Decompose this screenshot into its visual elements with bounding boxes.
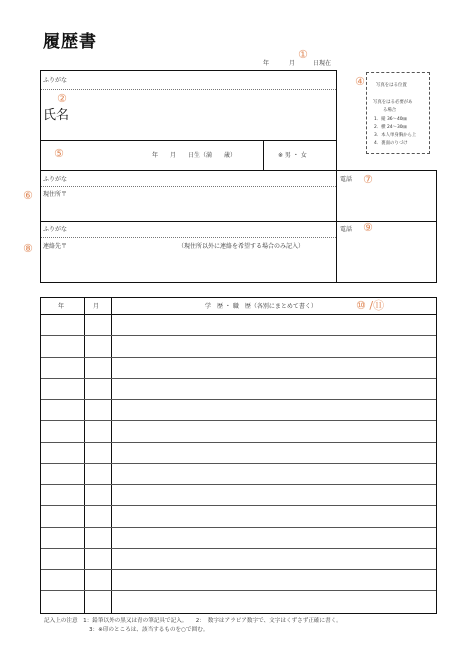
marker-1: ① — [298, 48, 308, 61]
address-phone-label: 電話 — [340, 176, 353, 183]
date-month-label: 月 — [289, 60, 296, 67]
date-year-label: 年 — [263, 60, 270, 67]
gender-divider — [263, 141, 264, 170]
table-row — [41, 505, 436, 506]
marker-7: ⑦ — [363, 173, 373, 186]
birth-date-line: 年 月 日生（満 歳） — [152, 152, 237, 159]
history-month-divider — [111, 298, 112, 613]
photo-title: 写真をはる位置 — [376, 83, 407, 88]
history-header-year: 年 — [58, 303, 65, 310]
history-header-month: 月 — [93, 303, 100, 310]
table-row — [41, 548, 436, 549]
table-row — [41, 314, 436, 315]
table-row — [41, 569, 436, 570]
phone-column-divider — [336, 171, 337, 282]
photo-item1: 1．縦 36〜40㎜ — [374, 117, 407, 122]
address-furigana-label: ふりがな — [43, 176, 68, 183]
marker-5: ⑤ — [54, 147, 64, 160]
history-table — [40, 297, 437, 614]
table-row — [41, 442, 436, 443]
marker-2: ② — [57, 92, 67, 105]
photo-item2: 2．横 24〜30㎜ — [374, 125, 407, 130]
table-row — [41, 484, 436, 485]
history-year-divider — [84, 298, 85, 613]
notes-line2: 3：※印のところは、該当するものを○で囲む。 — [89, 627, 209, 633]
gender-label: ※ 男 ・ 女 — [278, 152, 307, 159]
table-row — [41, 335, 436, 336]
table-row — [41, 399, 436, 400]
table-row — [41, 378, 436, 379]
table-row — [41, 357, 436, 358]
marker-10-11: ⑩ /⑪ — [356, 299, 385, 312]
address-furigana-divider — [41, 186, 336, 187]
contact-note: （現住所以外に連絡を希望する場合のみ記入） — [178, 243, 305, 250]
contact-furigana-label: ふりがな — [43, 226, 68, 233]
page-title: 履歴書 — [43, 32, 97, 52]
table-row — [41, 527, 436, 528]
name-furigana-label: ふりがな — [43, 77, 68, 84]
furigana-divider — [41, 89, 336, 90]
table-row — [41, 463, 436, 464]
photo-item4: 4．裏面のりづけ — [374, 141, 408, 146]
notes-line1: 記入上の注意 1：鉛筆以外の黒又は青の筆記具で記入。 2： 数字はアラビア数字で、文字はくずさず正確に書く。 — [44, 618, 342, 624]
address-contact-divider — [41, 221, 436, 222]
contact-label: 連絡先〒 — [43, 243, 68, 250]
marker-4: ④ — [355, 75, 365, 88]
name-label: 氏名 — [43, 108, 70, 123]
date-present-label: 日現在 — [313, 60, 332, 67]
contact-furigana-divider — [41, 237, 336, 238]
address-label: 現住所〒 — [43, 191, 68, 198]
contact-phone-label: 電話 — [340, 226, 353, 233]
history-header-content: 学 歴 ・ 職 歴（各別にまとめて書く） — [205, 303, 317, 310]
photo-item3: 3．本人単身胸から上 — [374, 133, 417, 138]
marker-9: ⑨ — [363, 221, 373, 234]
photo-line1: 写真をはる必要があ — [373, 100, 413, 105]
name-divider — [41, 140, 336, 141]
photo-line2: る場合 — [383, 108, 397, 113]
marker-6: ⑥ — [23, 189, 33, 202]
table-row — [41, 420, 436, 421]
table-row — [41, 590, 436, 591]
marker-8: ⑧ — [23, 242, 33, 255]
